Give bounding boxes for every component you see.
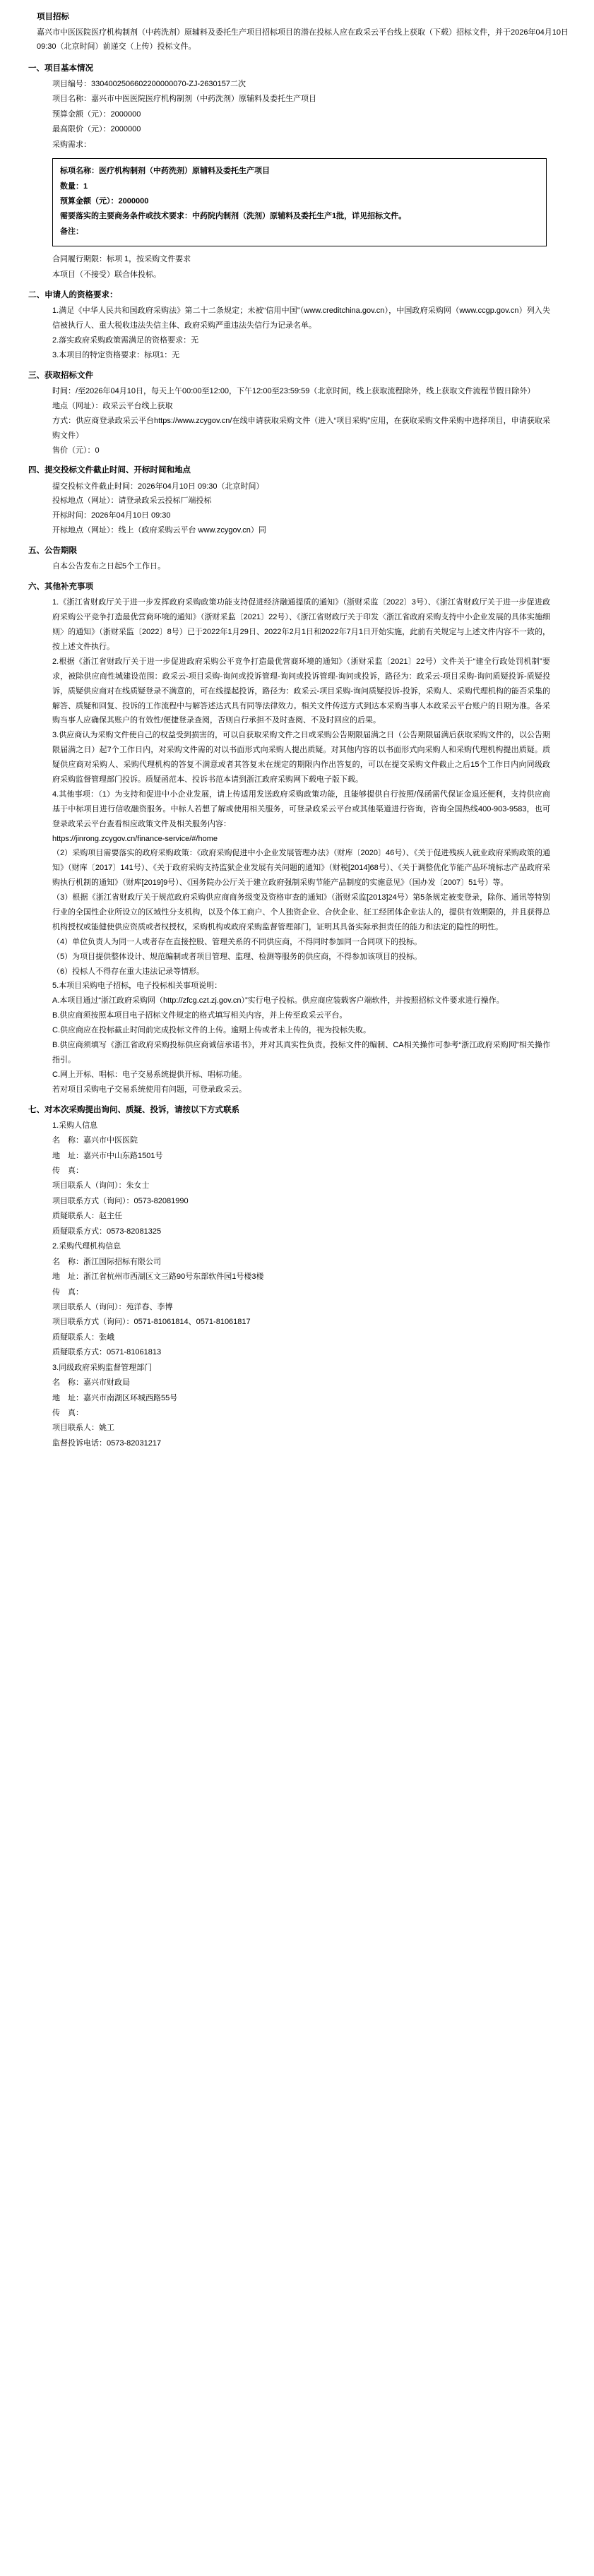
field-procurement-demand: 采购需求： xyxy=(52,140,91,149)
supplementary-item-2: 2.根据《浙江省财政厅关于进一步促进政府采购公平竞争打造最优营商环境的通知》（浙财采监〔2021〕22号）文件关于“建全行政处罚机制”要求，被除供应商性城建设范围：政采云-项目采购-询问或投诉管理-询问或投诉管理-询问或投诉，路径为：政采云-项目采购-询问质疑投诉-质疑投诉，质疑供应商对在线质疑登录不满意的，可在线提起投诉，路径为：政采云-项目采购-询问质疑投诉-投诉，采购人、采购代理机构的能否采集的解答、质疑和回复、投诉的工作流程中与解答述达式具有同等法律效力。相关文件传送方式到达本采购当事人本政采云平台账户的日期为准。各采购当事人应确保其账户的有效性/便捷登录查阅，否则自行承担不及时查阅、不及时回应的后果。 xyxy=(52,657,550,725)
field-contract-period: 合同履行期限：标项 1，按采购文件要求 xyxy=(52,255,191,264)
supplementary-item-5: 5.本项目采购电子招标，电子投标相关事项说明： xyxy=(52,982,222,991)
contact-group-heading: 3.同级政府采购监督管理部门 xyxy=(52,1363,153,1372)
section-number: 四、 xyxy=(28,466,44,475)
section-number: 二、 xyxy=(28,291,44,300)
supplementary-item-branch: （3）根据《浙江省财政厅关于规范政府采购供应商商务级变及资格审查的通知》（浙财采监[2013]24号）第5条规定被变登录，除你、通讯等特别行业的全国性企业所设立的区域性分支机构，以及个体工商户、个人独资企业、合伙企业、征工经团体企业法人的，提供有效期限的，并且获得总机构授权或能健使供应资质或者权授权，采购机构或政府采购监督管理部门，证明其具备实际承担责任的能力和法定的隐性的明性。 xyxy=(52,893,550,931)
bid-deadline: 提交投标文件截止时间：2026年04月10日 09:30（北京时间） xyxy=(52,482,264,491)
section-contacts xyxy=(16,1103,578,1452)
page-title: 项目招标 xyxy=(37,13,69,21)
contact-row: 质疑联系人：张峨 xyxy=(52,1332,114,1342)
lot-name: 标项名称：医疗机构制剂（中药洗剂）原辅料及委托生产项目 xyxy=(60,167,270,176)
section-title: 提交投标文件截止时间、开标时间和地点 xyxy=(44,466,191,475)
qualification-item-2: 2.落实政府采购政策需满足的资格要求：无 xyxy=(52,336,199,345)
lot-detail-box xyxy=(52,158,547,246)
section-title: 其他补充事项 xyxy=(44,583,93,592)
supplementary-item-4-4: （4）单位负责人为同一人或者存在直接控股、管理关系的不同供应商，不得同时参加同一合同项下的投标。 xyxy=(52,937,422,946)
supplementary-item-policy: （2）采购项目需要落实的政府采购政策：《政府采购促进中小企业发展管理办法》（财库〔2020〕46号）、《关于促进残疾人就业政府采购政策的通知》（财库〔2017〕141号）、《关于政府采购支持监狱企业发展有关问题的通知》（财税[2014]68号）、《关于调整优化节能产品环境标志产品政府采购执行机制的通知》（财库[2019]9号）、《国务院办公厅关于建立政府强制采购节能产品制度的实施意见》（国办发〔2007〕51号）等。 xyxy=(52,849,550,888)
section-heading xyxy=(28,288,578,302)
obtain-price: 售价（元）：0 xyxy=(52,446,100,455)
section-bid-deadline xyxy=(16,463,578,538)
contact-row: 项目联系方式（询问）：0573-82081990 xyxy=(52,1196,189,1205)
contact-row: 传 真： xyxy=(52,1287,83,1296)
intro-paragraph: 嘉兴市中医医院医疗机构制剂（中药洗剂）原辅料及委托生产项目招标项目的潜在投标人应在政采云平台线上获取（下载）招标文件，并于2026年04月10日 09:30（北京时间）前递交（上传）投标文件。 xyxy=(37,28,569,52)
supplementary-item-4-5: （5）为项目提供整体设计、规范编制或者项目管理、监理、检测等服务的供应商，不得参加该项目的投标。 xyxy=(52,952,422,961)
bid-location: 投标地点（网址）：请登录政采云投标厂端投标 xyxy=(52,496,212,506)
obtain-method: 方式：供应商登录政采云平台https://www.zcygov.cn/在线申请获取采购文件（进入“项目采购”应用，在获取采购文件采购中选择项目，申请获取采购文件） xyxy=(52,416,550,440)
field-consortium: 本项目（不接受）联合体投标。 xyxy=(52,270,161,279)
qualification-item-3: 3.本项目的特定资格要求：标项1：无 xyxy=(52,350,180,359)
supplementary-item-5-c2: C.网上开标、唱标：电子交易系统提供开标、唱标功能。 xyxy=(52,1070,246,1079)
supplementary-item-5-c: C.供应商应在投标截止时间前完成投标文件的上传。逾期上传或者未上传的，视为投标失败。 xyxy=(52,1026,371,1035)
supplementary-item-5-b: B.供应商须按照本项目电子招标文件规定的格式填写相关内容，并上传至政采云平台。 xyxy=(52,1011,348,1020)
contact-row: 项目联系人（询问）：苑洋春、李博 xyxy=(52,1302,173,1311)
contact-row: 名 称：嘉兴市财政局 xyxy=(52,1378,130,1388)
obtain-time: 时间：/至2026年04月10日，每天上午00:00至12:00，下午12:00至23:59:59（北京时间，线上获取流程除外，线上获取文件流程节假日除外） xyxy=(52,387,535,395)
contact-group-heading: 1.采购人信息 xyxy=(52,1121,98,1130)
section-heading xyxy=(28,369,578,383)
section-title: 获取招标文件 xyxy=(44,371,93,380)
contact-row: 项目联系人（询问）：朱女士 xyxy=(52,1181,150,1191)
section-heading xyxy=(28,61,578,76)
supplementary-item-4-6: （6）投标人不得存在重大违法记录等情形。 xyxy=(52,967,205,976)
contact-row: 地 址：浙江省杭州市西湖区文三路90号东部软件园1号楼3楼 xyxy=(52,1272,264,1282)
section-number: 七、 xyxy=(28,1105,44,1114)
contact-agency xyxy=(52,1255,578,1361)
contact-row: 项目联系方式（询问）：0571-81061814、0571-81061817 xyxy=(52,1318,251,1327)
lot-remark: 备注： xyxy=(60,227,83,236)
section-title: 项目基本情况 xyxy=(44,64,93,73)
lot-requirements: 需要落实的主要商务条件或技术要求：中药院内制剂（洗剂）原辅料及委托生产1批，详见招标文件。 xyxy=(60,212,407,221)
bid-open-location: 开标地点（网址）：线上（政府采购云平台 www.zcygov.cn）同 xyxy=(52,526,266,535)
section-heading xyxy=(28,544,578,558)
supplementary-item-3: 3.供应商认为采购文件使自己的权益受到损害的，可以自获取采购文件之日或采购公告期限届满之日（公告期限届满后获取采购文件的，以公告期限届满之日）起7个工作日内，对采购文件需的对以书面形式向采购人提出质疑。对其他内容的以书面形式向采购人和采购代理机构提出质疑。质疑供应商对采购人、采购代理机构的答复不满意或者其答复未在规定的期限内作出答复的，可以在提交采购文件截止之后15个工作日内向同级政府采购监督管理部门投诉。质疑函范本、投诉书范本请到浙江政府采购网下载电子版下载。 xyxy=(52,731,550,784)
section-number: 六、 xyxy=(28,583,44,592)
section-number: 五、 xyxy=(28,547,44,556)
section-title: 公告期限 xyxy=(44,547,77,556)
section-heading xyxy=(28,580,578,594)
contact-row: 地 址：嘉兴市中山东路1501号 xyxy=(52,1151,163,1160)
supplementary-item-5-b2: B.供应商须填写《浙江省政府采购投标供应商诚信承诺书》，并对其真实性负责。投标文件的编制、CA相关操作可参考“浙江政府采购网”相关操作指引。 xyxy=(52,1041,550,1064)
contact-purchaser xyxy=(52,1133,578,1239)
contact-row: 名 称：嘉兴市中医医院 xyxy=(52,1136,138,1145)
section-number: 三、 xyxy=(28,371,44,380)
section-qualification xyxy=(16,288,578,363)
contact-row: 传 真： xyxy=(52,1409,83,1417)
contact-row: 质疑联系人：赵主任 xyxy=(52,1212,122,1221)
contact-row: 项目联系人：姚工 xyxy=(52,1424,114,1433)
field-price-cap: 最高限价（元）：2000000 xyxy=(52,125,141,134)
contact-row: 质疑联系方式：0571-81061813 xyxy=(52,1348,162,1357)
section-heading xyxy=(28,1103,578,1117)
section-obtain-documents xyxy=(16,369,578,458)
section-heading xyxy=(28,463,578,477)
lot-quantity: 数量：1 xyxy=(60,181,88,191)
section-title: 对本次采购提出询问、质疑、投诉，请按以下方式联系 xyxy=(44,1105,239,1114)
section-title: 申请人的资格要求： xyxy=(44,291,118,300)
contact-row: 监督投诉电话：0573-82031217 xyxy=(52,1438,162,1448)
supplementary-item-4: 4.其他事项：（1）为支持和促进中小企业发展，请上传适用发送政府采购政策功能，且能够提供自行按照/保函需代保证金退还便利，支持供应商基于中标项目进行信收融资服务。中标人若想了解或使用相关服务，可登录政采云平台或其他渠道进行咨询，咨询全国热线400-903-9583，也可登录政采云平台查看相应政策文件及相关服务内容： xyxy=(52,789,550,828)
supplementary-item-5-end: 若对项目采购电子交易系统使用有问题，可登录政采云。 xyxy=(52,1085,246,1094)
contact-row: 传 真： xyxy=(52,1167,83,1175)
finance-service-link[interactable]: https://jinrong.zcygov.cn/finance-service/#/home xyxy=(52,834,218,843)
section-project-basics xyxy=(16,61,578,282)
announcement-period-text: 自本公告发布之日起5个工作日。 xyxy=(52,562,166,571)
field-project-code: 项目编号：3304002506602200000070-ZJ-2630157二次 xyxy=(52,79,246,88)
supplementary-item-5-a: A.本项目通过“浙江政府采购网（http://zfcg.czt.zj.gov.cn）”实行电子投标。供应商应装载客户端软件，并按照招标文件要求进行操作。 xyxy=(52,996,504,1006)
section-number: 一、 xyxy=(28,64,44,73)
qualification-item-1: 1.满足《中华人民共和国政府采购法》第二十二条规定；未被“信用中国”（www.creditchina.gov.cn），中国政府采购网（www.ccgp.gov.cn）列入失信被执行人、重大税收违法失信主体、政府采购严重违法失信行为记录名单。 xyxy=(52,306,550,330)
field-project-name: 项目名称：嘉兴市中医医院医疗机构制剂（中药洗剂）原辅料及委托生产项目 xyxy=(52,95,316,104)
obtain-location: 地点（网址）：政采云平台线上获取 xyxy=(52,401,173,410)
contact-row: 名 称：浙江国际招标有限公司 xyxy=(52,1257,161,1266)
contact-supervisor xyxy=(52,1376,578,1451)
contact-row: 地 址：嘉兴市南湖区环城西路55号 xyxy=(52,1393,178,1402)
contact-row: 质疑联系方式：0573-82081325 xyxy=(52,1227,162,1236)
section-announcement-period xyxy=(16,544,578,574)
supplementary-item-1: 1.《浙江省财政厅关于进一步发挥政府采购政策功能支持促进经济融通提质的通知》（浙财采监〔2022〕3号）、《浙江省财政厅关于进一步促进政府采购公平竞争打造最优营商环境的通知》（浙财采监〔2021〕22号）、《浙江省财政厅关于印发〈浙江省政府采购支持中小企业发展的具体实施细则〉的通知》（浙财采监〔2022〕8号）已于2022年1月29日、2022年2月1日和2022年7月1日开始实施，此前有关规定与上述文件内容不一致的，按上述文件执行。 xyxy=(52,598,550,651)
lot-budget: 预算金额（元）：2000000 xyxy=(60,197,149,205)
contact-group-heading: 2.采购代理机构信息 xyxy=(52,1242,121,1251)
bid-open-time: 开标时间：2026年04月10日 09:30 xyxy=(52,511,171,520)
section-supplementary xyxy=(16,580,578,1097)
field-budget: 预算金额（元）：2000000 xyxy=(52,109,141,119)
